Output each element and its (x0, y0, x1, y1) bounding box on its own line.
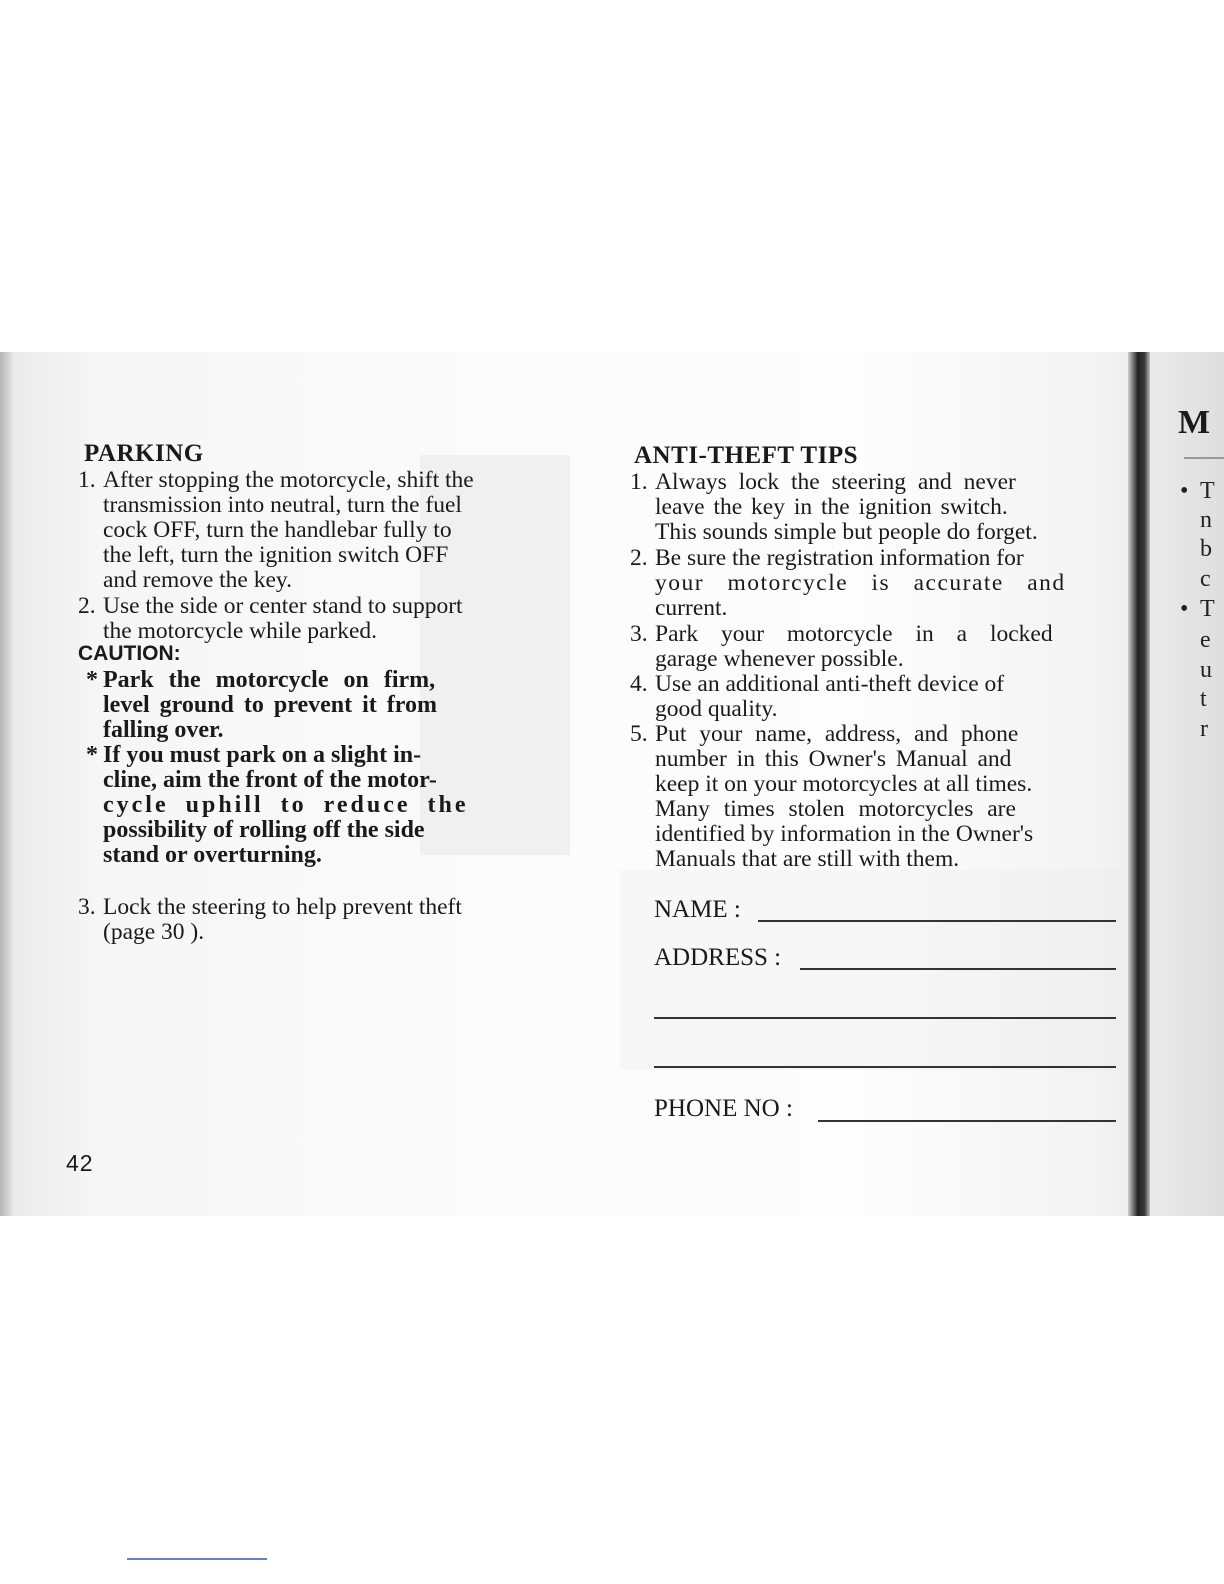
item-text (103, 594, 571, 644)
item-number: 4. (630, 671, 648, 697)
item-text (103, 668, 571, 743)
address-label: ADDRESS : (654, 944, 782, 971)
text-line: This sounds simple but people do forget. (655, 519, 1038, 545)
address-field-line-3[interactable] (654, 1066, 1116, 1068)
text-line: the left, turn the ignition switch OFF (103, 542, 449, 568)
address-field-line-1[interactable] (800, 968, 1116, 970)
text-line: cycle uphill to reduce the (103, 792, 469, 818)
next-page-bullet: • (1180, 478, 1189, 504)
text-line: Always lock the steering and never (655, 469, 1016, 495)
asterisk-bullet: * (86, 742, 98, 768)
text-line: level ground to prevent it from (103, 692, 437, 718)
anti-theft-item-3 (630, 622, 1123, 674)
item-number: 2. (630, 545, 648, 571)
asterisk-bullet: * (86, 667, 98, 693)
anti-theft-item-5 (630, 722, 1123, 874)
parking-item-2 (78, 594, 572, 646)
text-line: the motorcycle while parked. (103, 618, 378, 644)
item-text (103, 895, 571, 945)
text-line: falling over. (103, 717, 224, 743)
text-line: cline, aim the front of the motor- (103, 767, 437, 793)
text-line: and remove the key. (103, 567, 293, 593)
parking-item-3 (78, 895, 572, 947)
text-line: Park the motorcycle on firm, (103, 667, 436, 693)
text-line: transmission into neutral, turn the fuel (103, 492, 462, 518)
text-line: Be sure the registration information for (655, 545, 1024, 571)
phone-label: PHONE NO : (654, 1095, 793, 1122)
item-text (103, 468, 571, 593)
page-left-edge-shadow (0, 352, 14, 1216)
item-number: 1. (630, 469, 648, 495)
item-number: 3. (78, 894, 96, 920)
item-text (103, 743, 571, 868)
anti-theft-heading: ANTI-THEFT TIPS (634, 442, 859, 469)
text-line: number in this Owner's Manual and (655, 746, 1012, 772)
parking-heading: PARKING (84, 440, 204, 467)
item-number: 1. (78, 467, 96, 493)
caution-label: CAUTION: (78, 642, 181, 665)
text-line: leave the key in the ignition switch. (655, 494, 1008, 520)
next-page-letter: T (1200, 478, 1215, 504)
name-label: NAME : (654, 896, 741, 923)
item-text (655, 546, 1122, 621)
book-spine-shadow (1128, 352, 1150, 1216)
text-line: Put your name, address, and phone (655, 721, 1019, 747)
text-line: possibility of rolling off the side (103, 817, 425, 843)
text-line: Many times stolen motorcycles are (655, 796, 1016, 822)
address-field-line-2[interactable] (654, 1017, 1116, 1019)
text-line: Lock the steering to help prevent theft (103, 894, 462, 920)
text-line: (page 30 ). (103, 919, 205, 945)
next-page-letter: n (1200, 507, 1212, 533)
text-line: Park your motorcycle in a locked (655, 621, 1053, 647)
next-page-letter: b (1200, 536, 1212, 562)
next-page-rule (1184, 457, 1224, 459)
next-page-bullet: • (1180, 596, 1189, 622)
text-line: Manuals that are still with them. (655, 846, 960, 872)
item-text (655, 672, 1122, 722)
anti-theft-item-1 (630, 470, 1123, 548)
item-number: 3. (630, 621, 648, 647)
text-line: your motorcycle is accurate and (655, 570, 1066, 596)
item-number: 2. (78, 593, 96, 619)
item-text (655, 622, 1122, 672)
page-number: 42 (66, 1150, 94, 1176)
text-line: keep it on your motorcycles at all times. (655, 771, 1033, 797)
text-line: identified by information in the Owner's (655, 821, 1034, 847)
next-page-letter: c (1200, 566, 1211, 592)
parking-item-1 (78, 468, 572, 598)
caution-item-2 (86, 743, 572, 873)
next-page-letter: t (1200, 686, 1207, 712)
text-line: garage whenever possible. (655, 646, 904, 672)
next-page-letter: u (1200, 657, 1212, 683)
next-page-heading: M (1178, 404, 1211, 441)
text-line: stand or overturning. (103, 842, 322, 868)
bottom-blue-rule (127, 1558, 267, 1560)
text-line: After stopping the motorcycle, shift the (103, 467, 474, 493)
text-line: Use an additional anti-theft device of (655, 671, 1005, 697)
name-field-line[interactable] (758, 920, 1116, 922)
text-line: current. (655, 595, 728, 621)
text-line: good quality. (655, 696, 778, 722)
text-line: cock OFF, turn the handlebar fully to (103, 517, 452, 543)
text-line: Use the side or center stand to support (103, 593, 463, 619)
item-number: 5. (630, 721, 648, 747)
phone-field-line[interactable] (818, 1120, 1116, 1122)
item-text (655, 722, 1122, 872)
text-line: If you must park on a slight in- (103, 742, 422, 768)
anti-theft-item-2 (630, 546, 1123, 624)
next-page-letter: r (1200, 716, 1208, 742)
next-page-letter: e (1200, 627, 1211, 653)
next-page-letter: T (1200, 596, 1215, 622)
caution-item-1 (86, 668, 572, 748)
anti-theft-item-4 (630, 672, 1123, 724)
item-text (655, 470, 1122, 545)
